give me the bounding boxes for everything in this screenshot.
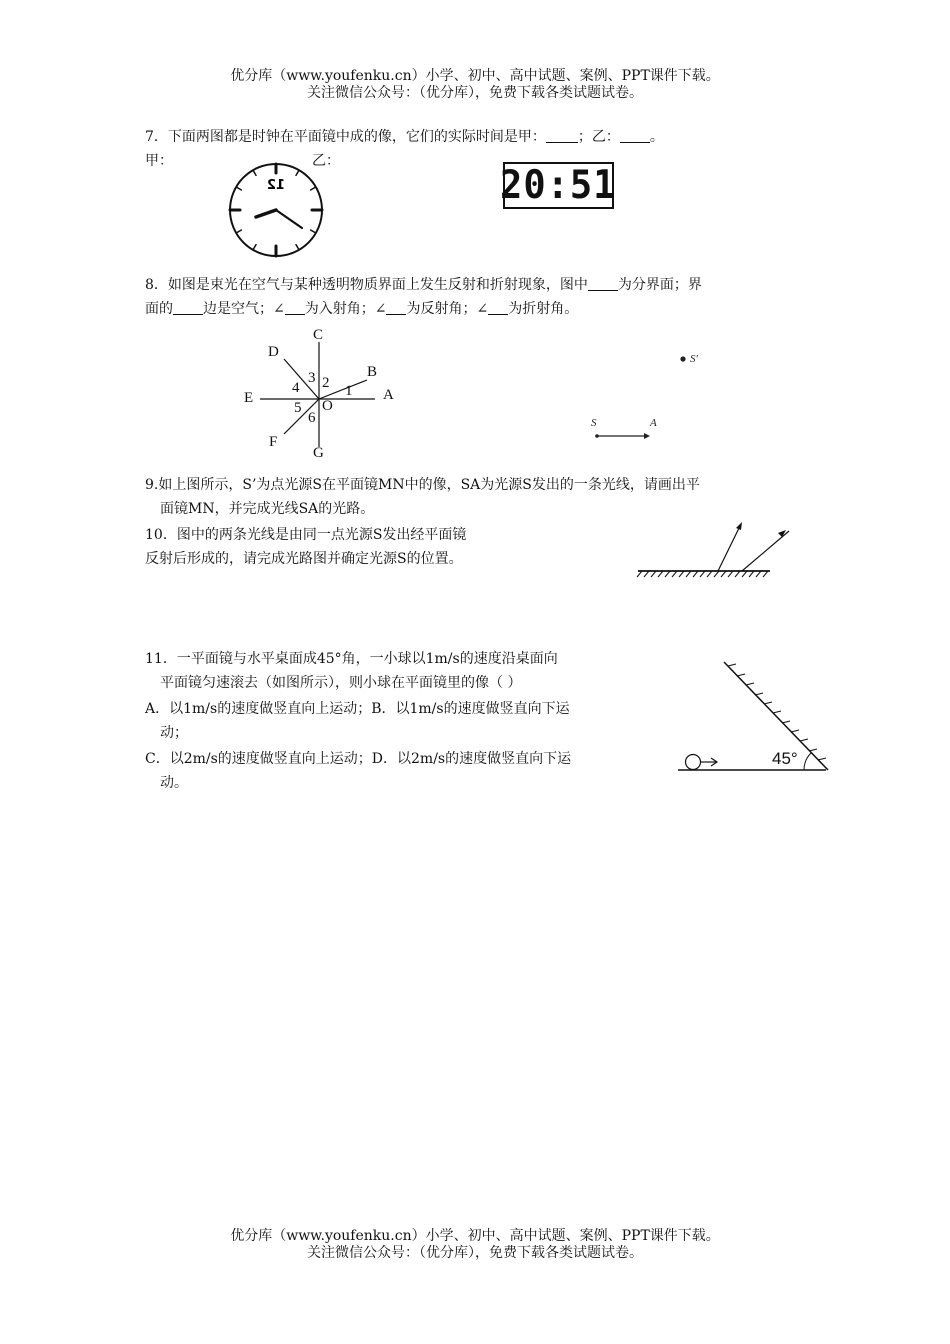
q8-text-2b: 边是空气；∠ bbox=[203, 301, 285, 317]
q8-text-2c: 为入射角；∠ bbox=[304, 301, 387, 317]
q8-text-2a: 面的 bbox=[145, 301, 173, 317]
angle-3: 3 bbox=[308, 370, 316, 386]
q7-label-jia: 甲： bbox=[145, 153, 173, 169]
angle-1: 1 bbox=[345, 383, 353, 399]
q8-line-1 bbox=[145, 274, 702, 297]
mirror-image-figure bbox=[580, 345, 720, 445]
q8-blank-reflection[interactable] bbox=[386, 300, 406, 315]
mirrored-clock-figure bbox=[226, 160, 326, 260]
q7-blank-yi[interactable] bbox=[620, 128, 650, 143]
angle-5: 5 bbox=[294, 400, 302, 416]
q8-text-2e: 为折射角。 bbox=[508, 301, 579, 317]
angle-2: 2 bbox=[322, 375, 330, 391]
q8-blank-side[interactable] bbox=[173, 300, 203, 315]
angle-6: 6 bbox=[308, 410, 316, 426]
label-s-prime: S′ bbox=[690, 353, 698, 365]
reflected-ray-1-arrowhead bbox=[736, 522, 742, 530]
reflected-ray-2-arrowhead bbox=[778, 530, 786, 537]
q11-option-c-cont: 动。 bbox=[160, 775, 188, 791]
q11-option-a-cont: 动； bbox=[160, 725, 188, 741]
q8-blank-refraction[interactable] bbox=[488, 300, 508, 315]
q8-text-2d: 为反射角；∠ bbox=[406, 301, 489, 317]
q7-blank-jia[interactable] bbox=[546, 128, 578, 143]
mirror-hatching bbox=[637, 571, 768, 577]
point-s-prime bbox=[680, 356, 685, 361]
angle-label: 45° bbox=[772, 749, 798, 768]
header-line-1: 优分库（www.youfenku.cn）小学、初中、高中试题、案例、PPT课件下载。 bbox=[230, 68, 720, 84]
q10-line-2: 反射后形成的，请完成光路图并确定光源S的位置。 bbox=[145, 551, 463, 567]
label-D: D bbox=[268, 344, 279, 360]
label-F: F bbox=[269, 434, 278, 450]
q10-line-1: 10．图中的两条光线是由同一点光源S发出经平面镜 bbox=[145, 527, 467, 543]
q11-line-2: 平面镜匀速滚去（如图所示），则小球在平面镜里的像（ ） bbox=[160, 675, 522, 691]
q11-option-a[interactable]: A．以1m/s的速度做竖直向上运动；B．以1m/s的速度做竖直向下运 bbox=[145, 701, 570, 717]
label-s: S bbox=[591, 417, 597, 429]
label-A: A bbox=[383, 387, 394, 403]
reflected-ray-2 bbox=[742, 531, 789, 571]
label-O: O bbox=[322, 398, 333, 414]
inclined-mirror-hatching bbox=[728, 664, 826, 760]
refraction-diagram bbox=[240, 322, 410, 464]
q8-text-1a: 8．如图是束光在空气与某种透明物质界面上发生反射和折射现象，图中 bbox=[145, 277, 588, 293]
reflected-ray-1 bbox=[718, 524, 741, 571]
ball bbox=[686, 755, 701, 770]
ray-sa-arrowhead bbox=[644, 433, 650, 439]
q8-text-1b: 为分界面；界 bbox=[617, 277, 702, 293]
page-footer bbox=[0, 1228, 950, 1262]
q11-option-c[interactable]: C．以2m/s的速度做竖直向上运动；D．以2m/s的速度做竖直向下运 bbox=[145, 751, 572, 767]
label-E: E bbox=[244, 390, 254, 406]
label-G: G bbox=[313, 445, 324, 461]
digital-clock-time: 20:51 bbox=[500, 163, 617, 208]
label-a: A bbox=[650, 417, 657, 429]
q9-line-2: 面镜MN，并完成光线SA的光路。 bbox=[160, 501, 375, 517]
label-C: C bbox=[313, 327, 324, 343]
q7-sep: ；乙： bbox=[577, 129, 620, 145]
header-line-2: 关注微信公众号：（优分库），免费下载各类试题试卷。 bbox=[307, 85, 643, 101]
q9-line-1: 9.如上图所示，S’为点光源S在平面镜MN中的像，SA为光源S发出的一条光线，请画出平 bbox=[145, 477, 700, 493]
angle-arc bbox=[804, 753, 811, 770]
q8-blank-interface[interactable] bbox=[588, 276, 618, 291]
label-B: B bbox=[367, 364, 378, 380]
page-header bbox=[0, 68, 950, 102]
q7-question bbox=[145, 126, 664, 149]
q11-line-1: 11．一平面镜与水平桌面成45°角，一小球以1m/s的速度沿桌面向 bbox=[145, 651, 558, 667]
q8-blank-incidence[interactable] bbox=[285, 300, 305, 315]
inclined-mirror-figure bbox=[676, 654, 836, 784]
q7-label-yi: 乙： bbox=[312, 153, 340, 169]
angle-4: 4 bbox=[292, 380, 300, 396]
footer-line-2: 关注微信公众号：（优分库），免费下载各类试题试卷。 bbox=[307, 1245, 643, 1261]
q8-line-2 bbox=[145, 298, 578, 321]
footer-line-1: 优分库（www.youfenku.cn）小学、初中、高中试题、案例、PPT课件下载。 bbox=[230, 1228, 720, 1244]
q7-text: 7．下面两图都是时钟在平面镜中成的像，它们的实际时间是甲： bbox=[145, 129, 546, 145]
digital-clock-figure bbox=[500, 162, 617, 209]
reflected-rays-figure bbox=[634, 518, 776, 578]
q7-end: 。 bbox=[649, 129, 664, 145]
clock-mirrored-12: 12 bbox=[266, 178, 286, 193]
